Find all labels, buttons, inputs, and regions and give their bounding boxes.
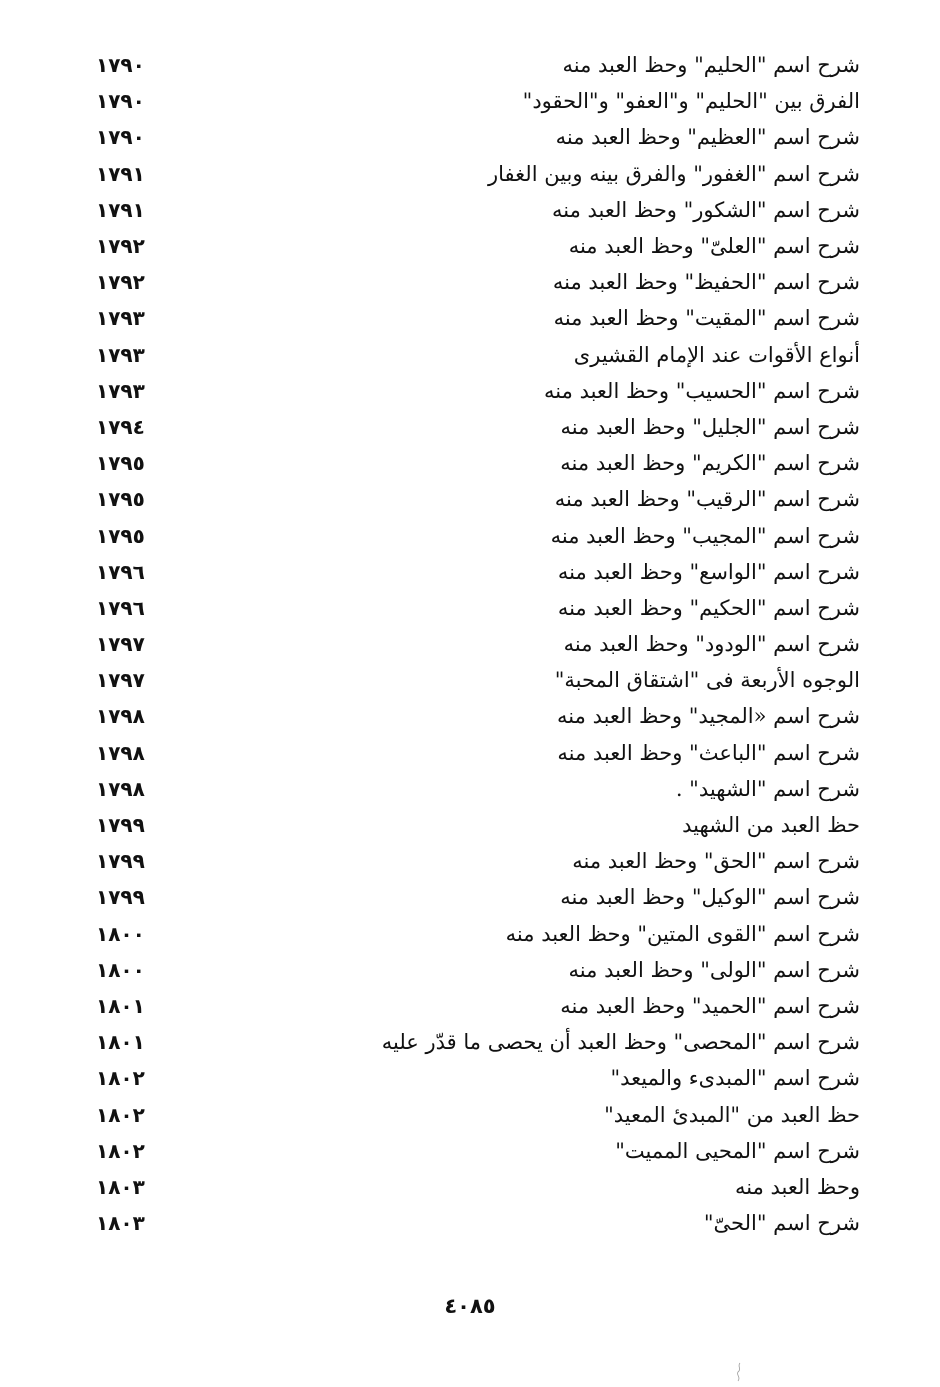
toc-entry-title: شرح اسم "المحصى" وحظ العبد أن يحصى ما قدّر عليه [381, 1030, 860, 1055]
toc-entry-title: شرح اسم "الرقيب" وحظ العبد منه [554, 487, 860, 512]
toc-entry-page-number: ١٧٩٠ [96, 53, 145, 78]
toc-entry-title: وحظ العبد منه [735, 1174, 860, 1199]
toc-entry-page-number: ١٧٩٢ [96, 234, 145, 259]
page-number: ٤٠٨٥ [444, 1294, 496, 1318]
toc-entry-title: شرح اسم "المبدىء والميعد" [610, 1066, 860, 1091]
toc-entry-page-number: ١٧٩٠ [96, 89, 145, 114]
toc-entry-page-number: ١٧٩٦ [96, 559, 145, 584]
toc-entry-title: شرح اسم "الشكور" وحظ العبد منه [551, 197, 860, 222]
toc-entry [96, 590, 860, 626]
toc-entry-title: حظ العبد من "المبدئ المعيد" [604, 1102, 860, 1127]
toc-entry-page-number: ١٨٠٢ [96, 1138, 145, 1163]
toc-entry-title: شرح اسم "المجيب" وحظ العبد منه [550, 523, 860, 548]
toc-entry-title: شرح اسم "الودود" وحظ العبد منه [563, 632, 860, 657]
toc-entry-title: شرح اسم "القوى المتين" وحظ العبد منه [505, 921, 860, 946]
toc-entry-title: شرح اسم "الجليل" وحظ العبد منه [560, 414, 860, 439]
toc-entry-title: شرح اسم "الغفور" والفرق بينه وبين الغفار [488, 161, 860, 186]
toc-entry-page-number: ١٧٩٤ [96, 414, 145, 439]
toc-entry-page-number: ١٨٠١ [96, 1030, 145, 1055]
toc-entry [96, 83, 860, 119]
toc-entry-page-number: ١٧٩٧ [96, 632, 145, 657]
toc-entry [96, 445, 860, 481]
toc-entry [96, 662, 860, 698]
toc-entry-title: أنواع الأقوات عند الإمام القشيرى [573, 342, 860, 367]
toc-entry-title: شرح اسم "المحيى المميت" [615, 1138, 860, 1163]
toc-entry-title: شرح اسم "الحفيظ" وحظ العبد منه [552, 270, 860, 295]
toc-entry [96, 1205, 860, 1241]
margin-mark-icon [735, 1362, 743, 1384]
toc-entry [96, 988, 860, 1024]
toc-entry-title: شرح اسم "العلىّ" وحظ العبد منه [568, 234, 860, 259]
toc-entry-page-number: ١٨٠١ [96, 993, 145, 1018]
toc-entry-page-number: ١٧٩٩ [96, 849, 145, 874]
toc-entry-page-number: ١٧٩٣ [96, 306, 145, 331]
toc-entry-page-number: ١٧٩٠ [96, 125, 145, 150]
toc-entry-title: شرح اسم "الكريم" وحظ العبد منه [560, 451, 860, 476]
toc-entry-title: شرح اسم "المقيت" وحظ العبد منه [553, 306, 860, 331]
toc-entry-page-number: ١٨٠٣ [96, 1211, 145, 1236]
toc-entry [96, 916, 860, 952]
toc-entry [96, 807, 860, 843]
toc-entry [96, 517, 860, 553]
toc-entry-title: شرح اسم "الحليم" وحظ العبد منه [562, 53, 860, 78]
table-of-contents [96, 47, 860, 1241]
toc-entry-title: شرح اسم "الحق" وحظ العبد منه [572, 849, 860, 874]
toc-entry-page-number: ١٨٠٣ [96, 1174, 145, 1199]
toc-entry [96, 698, 860, 734]
toc-entry [96, 373, 860, 409]
toc-entry-page-number: ١٨٠٢ [96, 1102, 145, 1127]
toc-entry-page-number: ١٧٩٥ [96, 451, 145, 476]
toc-entry [96, 119, 860, 155]
toc-entry [96, 300, 860, 336]
toc-entry-title: شرح اسم "الباعث" وحظ العبد منه [557, 740, 860, 765]
toc-entry-title: شرح اسم "الحسيب" وحظ العبد منه [544, 378, 860, 403]
toc-entry [96, 1133, 860, 1169]
toc-entry [96, 409, 860, 445]
toc-entry-page-number: ١٧٩٨ [96, 704, 145, 729]
toc-entry-title: شرح اسم "الحكيم" وحظ العبد منه [557, 595, 860, 620]
toc-entry-title: شرح اسم "الوكيل" وحظ العبد منه [560, 885, 860, 910]
toc-entry-title: شرح اسم "الواسع" وحظ العبد منه [557, 559, 860, 584]
toc-entry [96, 626, 860, 662]
toc-entry [96, 554, 860, 590]
toc-entry-page-number: ١٨٠٠ [96, 957, 145, 982]
toc-entry-page-number: ١٨٠٢ [96, 1066, 145, 1091]
toc-entry [96, 1060, 860, 1096]
toc-entry-page-number: ١٧٩٦ [96, 595, 145, 620]
toc-entry [96, 843, 860, 879]
toc-entry-page-number: ١٧٩٥ [96, 523, 145, 548]
toc-entry [96, 1169, 860, 1205]
toc-entry [96, 1096, 860, 1132]
toc-entry-page-number: ١٧٩٢ [96, 270, 145, 295]
toc-entry-page-number: ١٧٩١ [96, 197, 145, 222]
toc-entry [96, 952, 860, 988]
toc-entry-title: حظ العبد من الشهيد [682, 813, 860, 838]
toc-entry-title: شرح اسم "الشهيد" . [675, 776, 860, 801]
toc-entry [96, 228, 860, 264]
toc-entry [96, 879, 860, 915]
toc-entry-title: شرح اسم "الحميد" وحظ العبد منه [560, 993, 860, 1018]
toc-entry-title: الفرق بين "الحليم" و"العفو" و"الحقود" [522, 89, 860, 114]
toc-entry-page-number: ١٧٩٨ [96, 740, 145, 765]
toc-entry-title: شرح اسم "الولى" وحظ العبد منه [568, 957, 860, 982]
toc-entry-page-number: ١٧٩٩ [96, 813, 145, 838]
toc-entry-page-number: ١٧٩٩ [96, 885, 145, 910]
toc-entry [96, 771, 860, 807]
toc-entry [96, 735, 860, 771]
toc-entry-page-number: ١٧٩٨ [96, 776, 145, 801]
toc-entry-title: شرح اسم "العظيم" وحظ العبد منه [555, 125, 860, 150]
toc-entry [96, 264, 860, 300]
toc-entry-page-number: ١٨٠٠ [96, 921, 145, 946]
toc-entry-title: شرح اسم «المجيد" وحظ العبد منه [557, 704, 860, 729]
toc-entry [96, 192, 860, 228]
toc-entry-page-number: ١٧٩٣ [96, 378, 145, 403]
toc-entry-page-number: ١٧٩١ [96, 161, 145, 186]
toc-entry [96, 1024, 860, 1060]
toc-entry [96, 337, 860, 373]
toc-entry-title: الوجوه الأربعة فى "اشتقاق المحبة" [554, 668, 860, 693]
toc-entry-page-number: ١٧٩٥ [96, 487, 145, 512]
toc-entry-title: شرح اسم "الحىّ" [703, 1211, 860, 1236]
toc-entry [96, 481, 860, 517]
toc-entry-page-number: ١٧٩٧ [96, 668, 145, 693]
toc-entry [96, 156, 860, 192]
toc-entry [96, 47, 860, 83]
toc-entry-page-number: ١٧٩٣ [96, 342, 145, 367]
